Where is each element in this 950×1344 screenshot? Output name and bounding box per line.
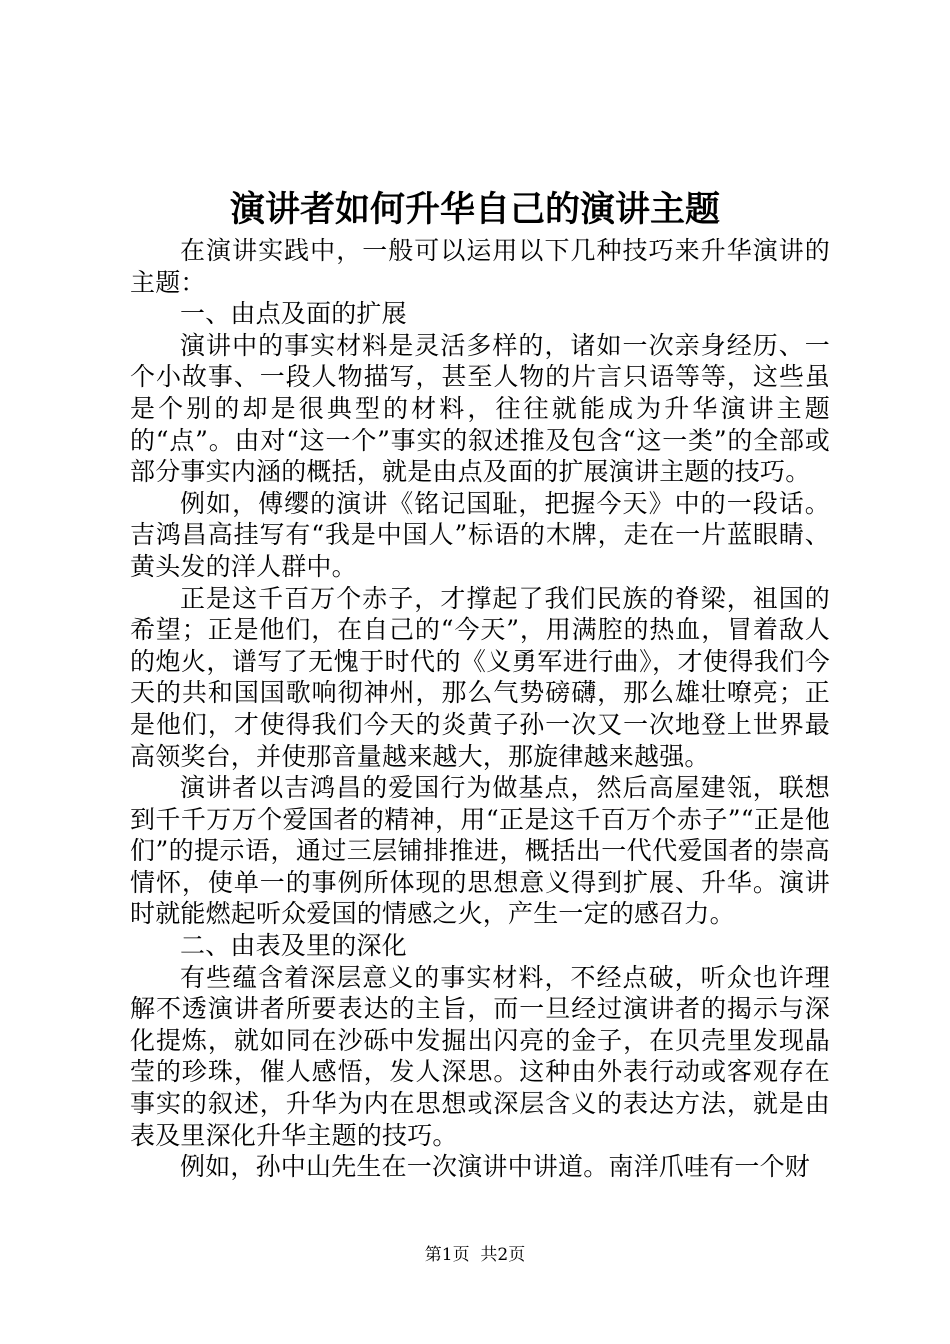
document-body (130, 235, 830, 1183)
section-heading-2: 二、由表及里的深化 (180, 931, 407, 961)
section-heading-1: 一、由点及面的扩展 (180, 299, 407, 329)
paragraph: 演讲中的事实材料是灵活多样的，诸如一次亲身经历、一个小故事、一段人物描写，甚至人物的片言只语等等，这些虽是个别的却是很典型的材料，往往就能成为升华演讲主题的“点”。由对“这一个”事实的叙述推及包含“这一类”的全部或部分事实内涵的概括，就是由点及面的扩展演讲主题的技巧。 (130, 330, 830, 487)
document-title: 演讲者如何升华自己的演讲主题 (229, 189, 720, 230)
paragraph: 正是这千百万个赤子，才撑起了我们民族的脊梁，祖国的希望；正是他们，在自己的“今天”，用满腔的热血，冒着敌人的炮火，谱写了无愧于时代的《义勇军进行曲》，才使得我们今天的共和国国歌响彻神州，那么气势磅礴，那么雄壮嘹亮；正是他们，才使得我们今天的炎黄子孙一次又一次地登上世界最高领奖台，并使那音量越来越大，那旋律越来越强。 (130, 583, 830, 771)
paragraph: 有些蕴含着深层意义的事实材料，不经点破，听众也许理解不透演讲者所要表达的主旨，而一旦经过演讲者的揭示与深化提炼，就如同在沙砾中发掘出闪亮的金子，在贝壳里发现晶莹的珍珠，催人感悟，发人深思。这种由外表行动或客观存在事实的叙述，升华为内在思想或深层含义的表达方法，就是由表及里深化升华主题的技巧。 (130, 962, 830, 1150)
paragraph: 例如，孙中山先生在一次演讲中讲道。南洋爪哇有一个财 (180, 1152, 811, 1182)
paragraph: 例如，傅缨的演讲《铭记国耻，把握今天》中的一段话。吉鸿昌高挂写有“我是中国人”标语的木牌，走在一片蓝眼睛、黄头发的洋人群中。 (130, 488, 830, 581)
paragraph-intro: 在演讲实践中，一般可以运用以下几种技巧来升华演讲的主题： (130, 236, 830, 297)
page-footer (0, 1243, 950, 1267)
paragraph: 演讲者以吉鸿昌的爱国行为做基点，然后高屋建瓴，联想到千千万万个爱国者的精神，用“正是这千百万个赤子”“正是他们”的提示语，通过三层铺排推进，概括出一代代爱国者的崇高情怀，使单一的事例所体现的思想意义得到扩展、升华。演讲时就能燃起听众爱国的情感之火，产生一定的感召力。 (130, 773, 830, 929)
page-number: 第1页 共2页 (424, 1245, 526, 1265)
